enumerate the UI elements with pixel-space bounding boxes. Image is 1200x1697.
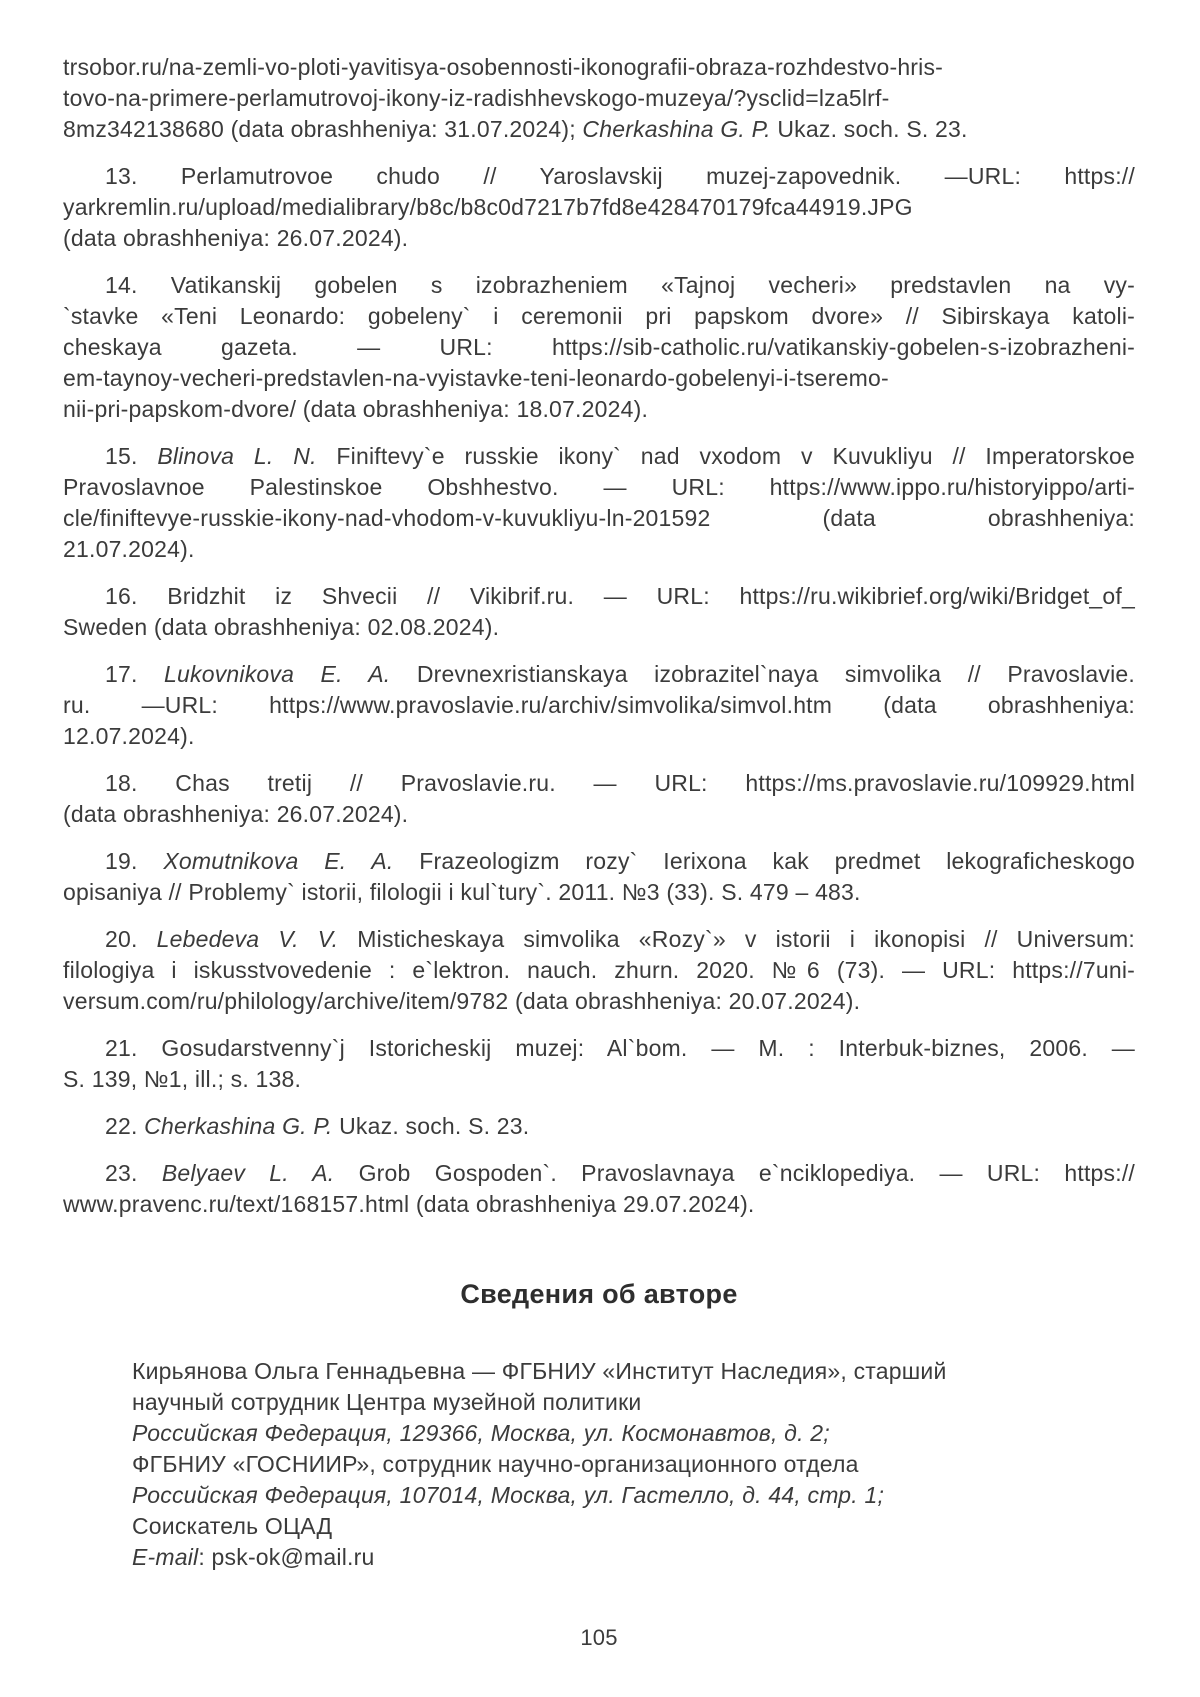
reference-line [63, 161, 1135, 192]
text-segment: ru. —URL: https://www.pravoslavie.ru/archiv/simvolika/simvol.htm (data obrashheniya: [63, 692, 1135, 718]
text-segment: Sweden (data obrashheniya: 02.08.2024). [63, 614, 500, 640]
text-segment: 15. [105, 443, 158, 469]
reference-line [63, 394, 1135, 425]
reference-line [63, 301, 1135, 332]
text-segment: `stavke «Teni Leonardo: gobeleny` i ceremonii pri papskom dvore» // Sibirskaya katoli- [63, 303, 1135, 329]
italic-text-segment: E-mail [132, 1544, 199, 1570]
text-segment: Соискатель ОЦАД [132, 1513, 333, 1539]
italic-text-segment: Lebedeva V. V. [156, 926, 339, 952]
text-segment: 23. [105, 1160, 162, 1186]
author-line [132, 1542, 1071, 1573]
reference-line [63, 270, 1135, 301]
text-segment: 21. Gosudarstvenny`j Istoricheskij muzej: Al`bom. — M. : Interbuk-biznes, 2006. — [105, 1035, 1135, 1061]
page-number: 105 [580, 1625, 618, 1650]
text-segment: 8mz342138680 (data obrashheniya: 31.07.2024); [63, 116, 583, 142]
reference-item [63, 846, 1135, 908]
author-line [132, 1449, 1071, 1480]
reference-line [63, 1033, 1135, 1064]
text-segment: 16. Bridzhit iz Shvecii // Vikibrif.ru. — URL: https://ru.wikibrief.org/wiki/Bridget_of_ [105, 583, 1135, 609]
reference-line [63, 1189, 1135, 1220]
reference-line [63, 441, 1135, 472]
reference-item [63, 161, 1135, 254]
text-segment: tovo-na-primere-perlamutrovoj-ikony-iz-radishhevskogo-muzeya/?ysclid=lza5lrf- [63, 85, 890, 111]
reference-item [63, 441, 1135, 565]
reference-line [63, 503, 1135, 534]
reference-item [63, 270, 1135, 425]
text-segment: filologiya i iskusstvovedenie : e`lektron. nauch. zhurn. 2020. №6 (73). — URL: https://7uni- [63, 957, 1135, 983]
italic-text-segment: Xomutnikova E. A. [163, 848, 394, 874]
author-section-heading: Сведения об авторе [460, 1279, 738, 1309]
text-segment: 19. [105, 848, 164, 874]
italic-text-segment: Blinova L. N. [157, 443, 317, 469]
text-segment: 13. Perlamutrovoe chudo // Yaroslavskij muzej-zapovednik. —URL: https:// [105, 163, 1135, 189]
text-segment: 21.07.2024). [63, 536, 195, 562]
author-line [132, 1480, 1071, 1511]
reference-line [63, 768, 1135, 799]
text-segment: cheskaya gazeta. — URL: https://sib-catholic.ru/vatikanskiy-gobelen-s-izobrazheni- [63, 334, 1135, 360]
italic-text-segment: Cherkashina G. P. [582, 116, 771, 142]
text-segment: versum.com/ru/philology/archive/item/9782 (data obrashheniya: 20.07.2024). [63, 988, 861, 1014]
references-list [63, 52, 1135, 1220]
reference-item [63, 581, 1135, 643]
reference-item [63, 768, 1135, 830]
reference-line [63, 581, 1135, 612]
author-line [132, 1356, 1071, 1387]
text-segment: 22. [105, 1113, 145, 1139]
author-info [132, 1356, 1071, 1573]
italic-text-segment: Belyaev L. A. [161, 1160, 335, 1186]
text-segment: Grob Gospoden`. Pravoslavnaya e`nciklopediya. — URL: https:// [334, 1160, 1135, 1186]
reference-item [63, 924, 1135, 1017]
reference-line [63, 1064, 1135, 1095]
text-segment: 17. [105, 661, 165, 687]
reference-line [63, 114, 1135, 145]
text-segment: Pravoslavnoe Palestinskoe Obshhestvo. — URL: https://www.ippo.ru/historyippo/arti- [63, 474, 1135, 500]
text-segment: cle/finiftevye-russkie-ikony-nad-vhodom-v-kuvukliyu-ln-201592 (data obrashheniya: [63, 505, 1135, 531]
reference-line [63, 955, 1135, 986]
text-segment: S. 139, №1, ill.; s. 138. [63, 1066, 302, 1092]
author-line [132, 1418, 1071, 1449]
text-segment: (data obrashheniya: 26.07.2024). [63, 801, 409, 827]
text-segment: www.pravenc.ru/text/168157.html (data obrashheniya 29.07.2024). [63, 1191, 755, 1217]
text-segment: em-taynoy-vecheri-predstavlen-na-vyistavke-teni-leonardo-gobelenyi-i-tseremo- [63, 365, 889, 391]
text-segment: Frazeologizm rozy` Ierixona kak predmet lekograficheskogo [393, 848, 1135, 874]
reference-item [63, 659, 1135, 752]
reference-line [63, 986, 1135, 1017]
reference-item [63, 52, 1135, 145]
text-segment: Misticheskaya simvolika «Rozy`» v istorii i ikonopisi // Universum: [338, 926, 1135, 952]
text-segment: Кирьянова Ольга Геннадьевна — ФГБНИУ «Институт Наследия», старший [132, 1358, 947, 1384]
reference-line [63, 1111, 1135, 1142]
italic-text-segment: Cherkashina G. P. [144, 1113, 333, 1139]
text-segment: (data obrashheniya: 26.07.2024). [63, 225, 409, 251]
reference-line [63, 690, 1135, 721]
text-segment: Ukaz. soch. S. 23. [332, 1113, 530, 1139]
reference-line [63, 659, 1135, 690]
text-segment: ФГБНИУ «ГОСНИИР», сотрудник научно-организационного отдела [132, 1451, 859, 1477]
text-segment: 18. Chas tretij // Pravoslavie.ru. — URL: https://ms.pravoslavie.ru/109929.html [105, 770, 1135, 796]
author-line [132, 1387, 1071, 1418]
italic-text-segment: Lukovnikova E. A. [164, 661, 391, 687]
text-segment: 14. Vatikanskij gobelen s izobrazheniem «Tajnoj vecheri» predstavlen na vy- [105, 272, 1135, 298]
text-segment: : psk-ok@mail.ru [198, 1544, 375, 1570]
reference-item [63, 1033, 1135, 1095]
reference-line [63, 192, 1135, 223]
text-segment: 20. [105, 926, 157, 952]
text-segment: 12.07.2024). [63, 723, 195, 749]
text-segment: trsobor.ru/na-zemli-vo-ploti-yavitisya-osobennosti-ikonografii-obraza-rozhdestvo-hris- [63, 54, 944, 80]
reference-line [63, 1158, 1135, 1189]
reference-line [63, 721, 1135, 752]
italic-text-segment: Российская Федерация, 107014, Москва, ул. Гастелло, д. 44, стр. 1; [132, 1482, 885, 1508]
reference-line [63, 83, 1135, 114]
reference-line [63, 924, 1135, 955]
reference-line [63, 534, 1135, 565]
text-segment: Drevnexristianskaya izobrazitel`naya simvolika // Pravoslavie. [390, 661, 1135, 687]
text-segment: Finiftevy`e russkie ikony` nad vxodom v Kuvukliyu // Imperatorskoe [316, 443, 1135, 469]
reference-item [63, 1158, 1135, 1220]
text-segment: Ukaz. soch. S. 23. [770, 116, 968, 142]
reference-item [63, 1111, 1135, 1142]
author-line [132, 1511, 1071, 1542]
reference-line [63, 846, 1135, 877]
italic-text-segment: Российская Федерация, 129366, Москва, ул. Космонавтов, д. 2; [132, 1420, 830, 1446]
reference-line [63, 877, 1135, 908]
reference-line [63, 52, 1135, 83]
text-segment: opisaniya // Problemy` istorii, filologii i kul`tury`. 2011. №3 (33). S. 479 – 483. [63, 879, 861, 905]
reference-line [63, 332, 1135, 363]
text-segment: yarkremlin.ru/upload/medialibrary/b8c/b8c0d7217b7fd8e428470179fca44919.JPG [63, 194, 913, 220]
reference-line [63, 363, 1135, 394]
text-segment: научный сотрудник Центра музейной политики [132, 1389, 642, 1415]
reference-line [63, 472, 1135, 503]
reference-line [63, 223, 1135, 254]
reference-line [63, 799, 1135, 830]
reference-line [63, 612, 1135, 643]
text-segment: nii-pri-papskom-dvore/ (data obrashheniya: 18.07.2024). [63, 396, 649, 422]
